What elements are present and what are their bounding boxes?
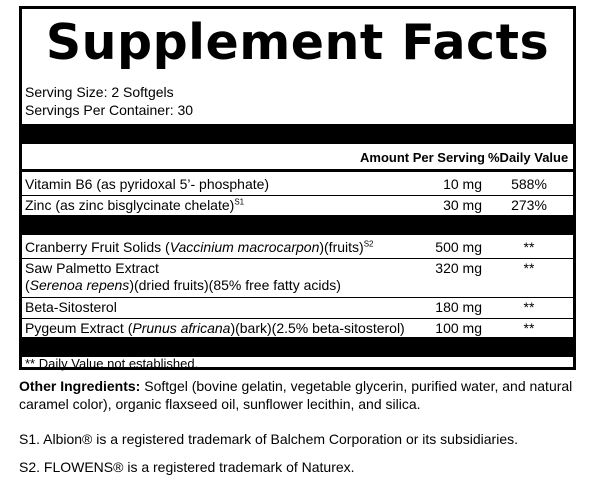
thick-divider: [22, 337, 573, 357]
other-ingredients-label: Other Ingredients:: [19, 378, 141, 394]
nutrient-amount: 180 mg: [435, 299, 482, 315]
nutrient-row-pygeum: [25, 320, 405, 337]
daily-value-header: %Daily Value: [488, 150, 569, 165]
nutrient-amount: 320 mg: [435, 260, 482, 276]
supplement-facts-panel: [19, 6, 576, 370]
nutrient-daily-value: **: [523, 260, 535, 276]
nutrient-detail: [25, 277, 341, 294]
latin-name: Vaccinium macrocarpon: [169, 239, 320, 255]
nutrient-row-saw-palmetto: [25, 260, 341, 294]
row-divider: [22, 258, 573, 259]
serving-size: Serving Size: 2 Softgels: [25, 84, 174, 100]
amount-per-serving-header: Amount Per Serving: [360, 150, 485, 165]
panel-title: Supplement Facts: [45, 14, 550, 71]
other-ingredients-text: Softgel (bovine gelatin, vegetable glycerin, purified water, and natural caramel color), organic flaxseed oil, sunflower lecithin, and silica.: [19, 378, 573, 412]
row-divider: [22, 195, 573, 196]
nutrient-row-vitamin-b6: [25, 176, 269, 193]
nutrient-name: Vitamin B6 (as pyridoxal 5’- phosphate): [25, 176, 270, 192]
paren-open: (: [25, 277, 30, 293]
servings-per-container: Servings Per Container: 30: [25, 102, 194, 118]
nutrient-name: Saw Palmetto Extract: [25, 260, 159, 276]
nutrient-name: Beta-Sitosterol: [25, 299, 117, 315]
nutrient-row-zinc: [25, 197, 244, 214]
superscript-ref: S1: [234, 197, 245, 207]
trademark-note-s1: S1. Albion® is a registered trademark of Balchem Corporation or its subsidiaries.: [19, 431, 518, 447]
nutrient-daily-value: 588%: [511, 176, 547, 192]
header-divider: [22, 169, 573, 172]
nutrient-part: )(bark)(2.5% beta-sitosterol): [230, 320, 405, 336]
nutrient-name: Pygeum Extract (: [25, 320, 133, 336]
nutrient-name: Zinc (as zinc bisglycinate chelate): [25, 197, 235, 213]
nutrient-daily-value: **: [523, 320, 535, 336]
daily-value-footnote: ** Daily Value not established.: [25, 356, 199, 371]
latin-name: Serenoa repens: [29, 277, 130, 293]
nutrient-amount: 30 mg: [443, 197, 482, 213]
other-ingredients: [19, 377, 579, 413]
nutrient-name: Cranberry Fruit Solids (: [25, 239, 170, 255]
row-divider: [22, 297, 573, 298]
nutrient-row-beta-sitosterol: [25, 299, 117, 316]
superscript-ref: S2: [363, 239, 374, 249]
thick-divider: [22, 124, 573, 144]
trademark-note-s2: S2. FLOWENS® is a registered trademark of Naturex.: [19, 459, 355, 475]
nutrient-daily-value: **: [523, 239, 535, 255]
nutrient-daily-value: **: [523, 299, 535, 315]
latin-name: Prunus africana: [132, 320, 231, 336]
nutrient-daily-value: 273%: [511, 197, 547, 213]
row-divider: [22, 318, 573, 319]
thick-divider: [22, 215, 573, 235]
nutrient-amount: 500 mg: [435, 239, 482, 255]
nutrient-part: )(dried fruits)(85% free fatty acids): [129, 277, 341, 293]
nutrient-part: )(fruits): [319, 239, 364, 255]
nutrient-row-cranberry: [25, 239, 373, 256]
nutrient-amount: 100 mg: [435, 320, 482, 336]
nutrient-amount: 10 mg: [443, 176, 482, 192]
